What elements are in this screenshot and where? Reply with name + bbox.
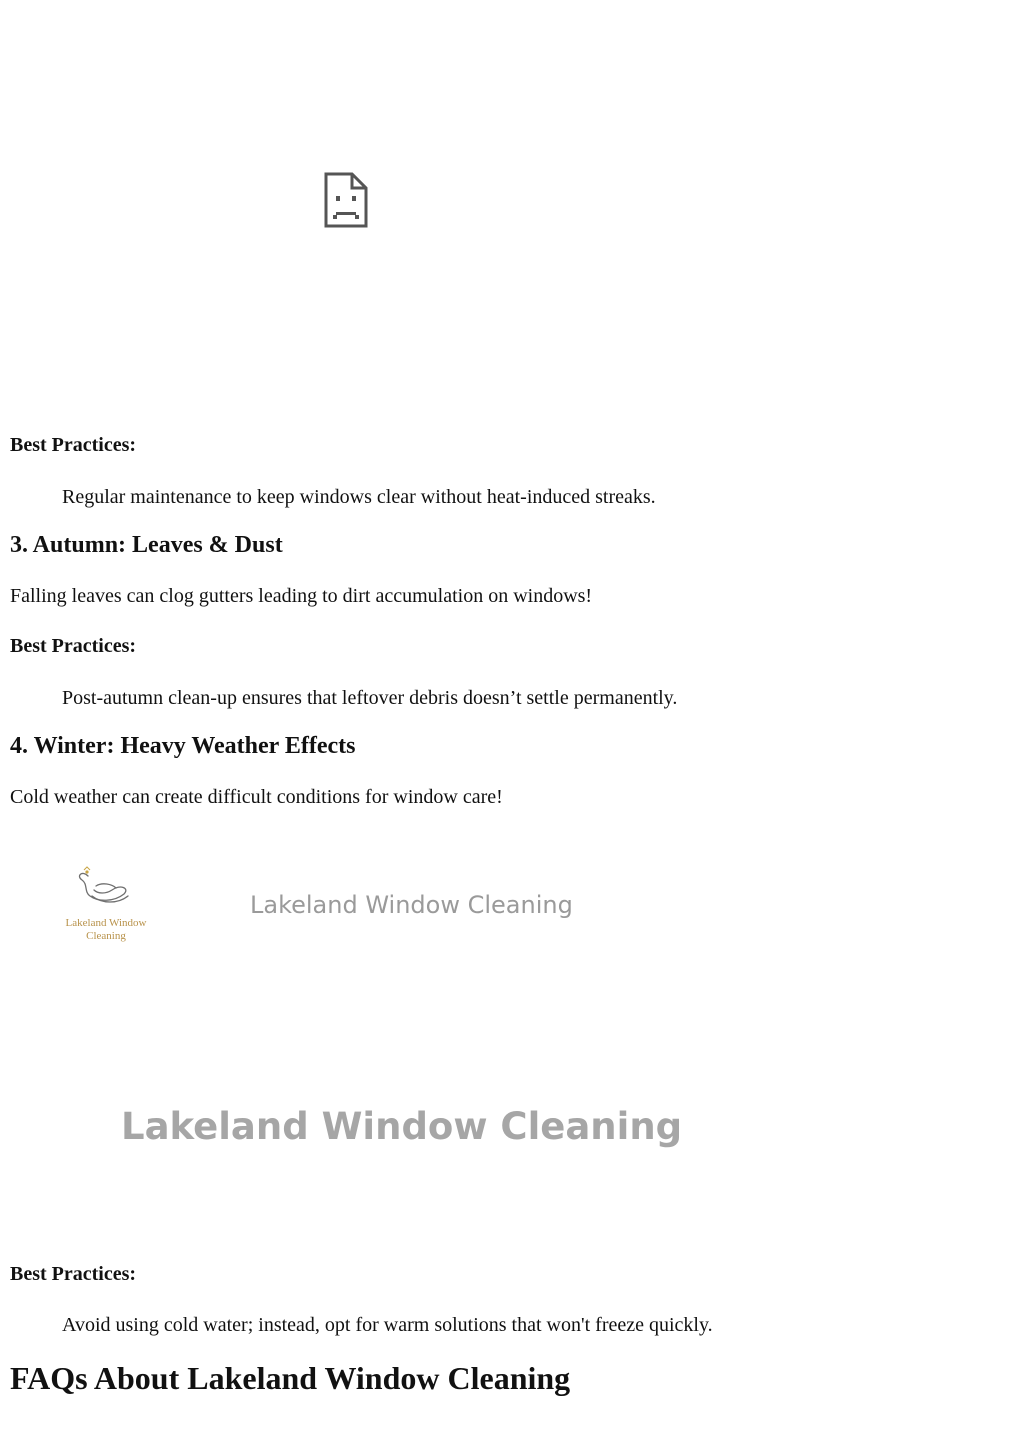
brand-name-small: Lakeland Window Cleaning	[250, 891, 573, 919]
logo-caption-line2: Cleaning	[86, 930, 126, 942]
company-logo	[58, 866, 154, 940]
logo-caption-line1: Lakeland Window	[65, 917, 147, 929]
swan-logo-icon	[58, 866, 154, 912]
winter-heading: 4. Winter: Heavy Weather Effects	[10, 733, 356, 759]
autumn-best-practice-item: Post-autumn clean-up ensures that leftover debris doesn’t settle permanently.	[62, 687, 678, 709]
autumn-heading: 3. Autumn: Leaves & Dust	[10, 532, 283, 558]
winter-best-practice-item: Avoid using cold water; instead, opt for warm solutions that won't freeze quickly.	[62, 1314, 713, 1336]
summer-best-practices-label: Best Practices:	[10, 434, 137, 456]
summer-best-practice-item: Regular maintenance to keep windows clear without heat-induced streaks.	[62, 486, 656, 508]
autumn-body: Falling leaves can clog gutters leading to dirt accumulation on windows!	[10, 585, 593, 607]
autumn-best-practices-label: Best Practices:	[10, 635, 137, 657]
faq-heading: FAQs About Lakeland Window Cleaning	[10, 1360, 571, 1396]
winter-body: Cold weather can create difficult conditions for window care!	[10, 786, 503, 808]
winter-best-practices-label: Best Practices:	[10, 1263, 137, 1285]
broken-image-icon	[324, 172, 368, 228]
brand-name-large: Lakeland Window Cleaning	[121, 1105, 683, 1148]
